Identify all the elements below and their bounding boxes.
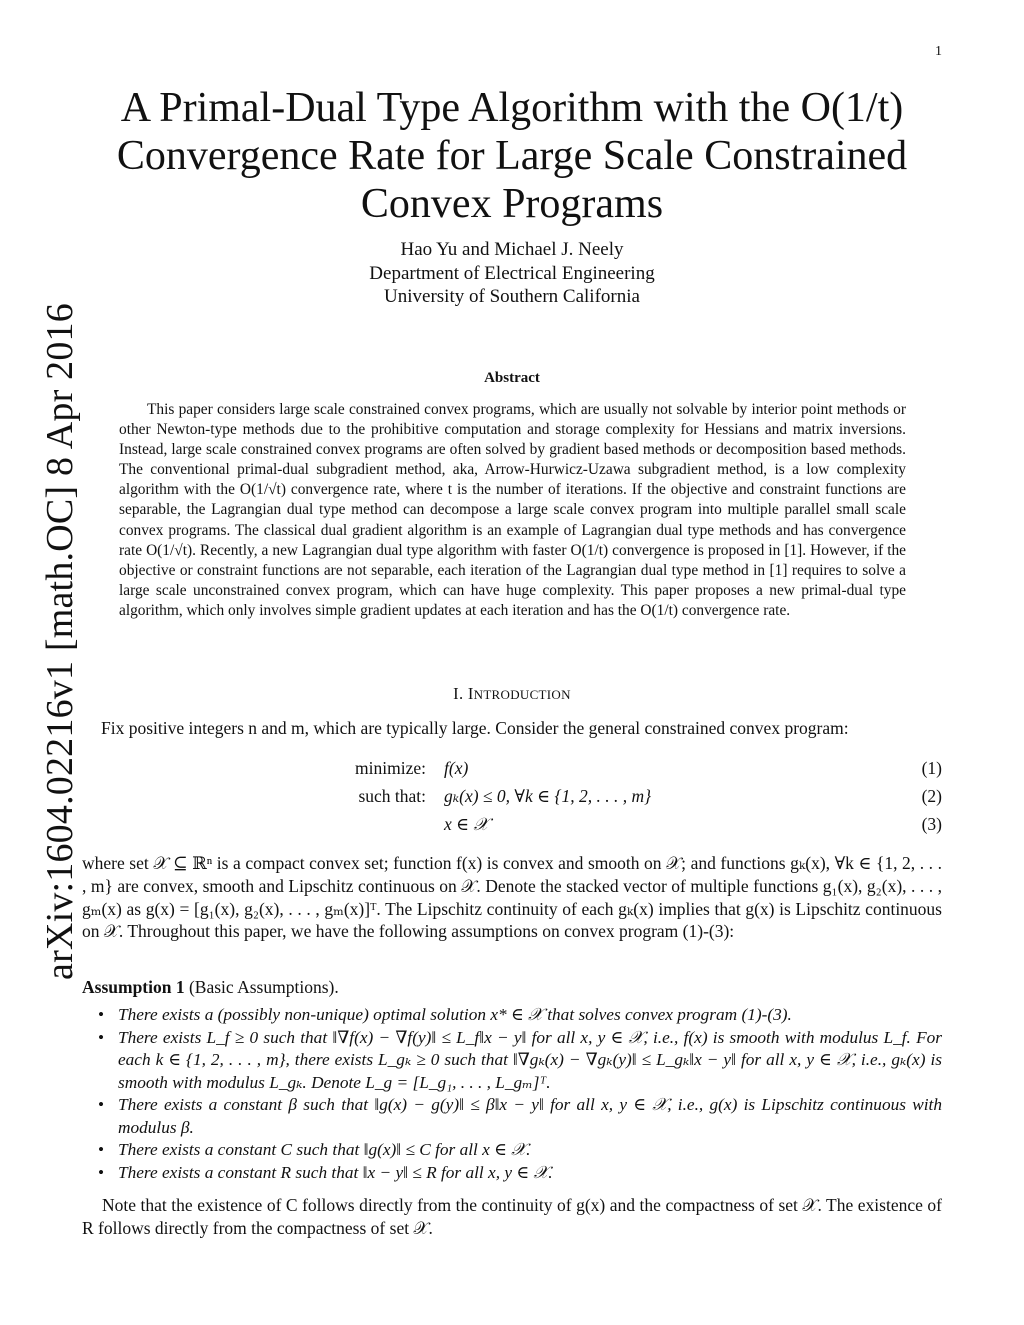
assumption-item-3: There exists a constant β such that ‖g(x) − g(y)‖ ≤ β‖x − y‖ for all x, y ∈ 𝒳, i.e., g(x) is Lipschitz continuous with modulus β. — [118, 1095, 942, 1137]
abstract-body — [119, 400, 906, 621]
equation-expr-2: gₖ(x) ≤ 0, ∀k ∈ {1, 2, . . . , m} — [444, 786, 652, 806]
bullet-icon: • — [98, 1005, 105, 1024]
assumption-item-1: There exists a (possibly non-unique) optimal solution x* ∈ 𝒳 that solves convex program (1)-(3). — [118, 1005, 792, 1024]
abstract-heading: Abstract — [484, 370, 540, 386]
author-block — [80, 238, 944, 309]
bullet-icon: • — [98, 1027, 105, 1047]
author-university: University of Southern California — [384, 286, 640, 307]
bullet-icon: • — [98, 1095, 105, 1114]
page-number: 1 — [935, 44, 942, 59]
equation-label-2: such that: — [358, 786, 426, 806]
list-item — [98, 1162, 942, 1185]
abstract-text: This paper considers large scale constrained convex programs, which are usually not solvable by interior point methods or other Newton-type methods due to the prohibitive computation and storage complexity for Hessians and matrix inversions. Instead, large scale constrained convex programs are often solved by gradient based methods or decomposition based methods. The conventional primal-dual subgradient method, aka, Arrow-Hurwicz-Uzawa subgradient method, is a low complexity algorithm with the O(1/√t) convergence rate, where t is the number of iterations. If the objective and constraint functions are separable, the Lagrangian dual type method can decompose a large scale convex program into multiple parallel small scale convex programs. The classical dual gradient algorithm is an example of Lagrangian dual type methods and has convergence rate O(1/√t). Recently, a new Lagrangian dual type algorithm with faster O(1/t) convergence is proposed in [1]. However, if the objective or constraint functions are not separable, each iteration of the Lagrangian dual type method in [1] requires to solve a large scale unconstrained convex program, which can have huge complexity. This paper proposes a new primal-dual type algorithm, which only involves simple gradient updates at each iteration and has the O(1/t) convergence rate. — [119, 401, 906, 619]
equation-label-1: minimize: — [355, 758, 426, 778]
body-paragraph-1 — [82, 852, 942, 943]
assumption-label: Assumption 1 — [82, 977, 185, 997]
intro-sentence: Fix positive integers n and m, which are typically large. Consider the general constrained convex program: — [101, 718, 849, 738]
section-first-letter: I — [467, 684, 474, 703]
title-line-3: Convex Programs — [360, 181, 664, 227]
assumption-item-4: There exists a constant C such that ‖g(x)‖ ≤ C for all x ∈ 𝒳. — [118, 1140, 531, 1159]
bullet-icon: • — [98, 1162, 105, 1182]
assumption-item-2: There exists L_f ≥ 0 such that ‖∇f(x) − ∇f(y)‖ ≤ L_f‖x − y‖ for all x, y ∈ 𝒳, i.e., f(x) is smooth with modulus L_f. For each k ∈ {1, 2, . . . , m}, there exists L_gₖ ≥ 0 such that ‖∇gₖ(x) − ∇gₖ(y)‖ ≤ L_gₖ‖x − y‖ for all x, y ∈ 𝒳, i.e., gₖ(x) is smooth with modulus L_gₖ. Denote L_g = [L_g₁, . . . , L_gₘ]ᵀ. — [118, 1027, 942, 1092]
bullet-icon: • — [98, 1140, 105, 1159]
section-number: I. — [453, 684, 468, 703]
section-heading — [80, 684, 944, 704]
author-names: Hao Yu and Michael J. Neely — [400, 239, 624, 260]
note-paragraph — [82, 1194, 942, 1240]
equation-expr-3: x ∈ 𝒳 — [444, 814, 489, 834]
author-department: Department of Electrical Engineering — [369, 262, 655, 284]
assumption-subtitle: (Basic Assumptions). — [184, 977, 339, 997]
title-line-2: Convergence Rate for Large Scale Constrained — [116, 133, 908, 179]
assumption-heading — [82, 977, 339, 998]
list-item — [98, 1139, 942, 1162]
list-item — [98, 1094, 942, 1139]
assumption-item-5: There exists a constant R such that ‖x − y‖ ≤ R for all x, y ∈ 𝒳. — [118, 1162, 553, 1182]
equation-number-3: (3) — [921, 814, 942, 834]
paper-title — [80, 84, 944, 228]
list-item — [98, 1027, 942, 1095]
equation-number-1: (1) — [921, 758, 942, 778]
equation-expr-1: f(x) — [444, 758, 469, 778]
program-equations — [0, 758, 942, 848]
assumption-list — [98, 1004, 942, 1184]
list-item — [98, 1004, 942, 1027]
note-text: Note that the existence of C follows directly from the continuity of g(x) and the compactness of set 𝒳. The existence of R follows directly from the compactness of set 𝒳. — [82, 1195, 942, 1238]
body-paragraph-1-text: where set 𝒳 ⊆ ℝⁿ is a compact convex set; function f(x) is convex and smooth on 𝒳; and functions gₖ(x), ∀k ∈ {1, 2, . . . , m} are convex, smooth and Lipschitz continuous on 𝒳. Denote the stacked vector of multiple functions g₁(x), g₂(x), . . . , gₘ(x) as g(x) = [g₁(x), g₂(x), . . . , gₘ(x)]ᵀ. The Lipschitz continuity of each gₖ(x) implies that g(x) is Lipschitz continuous on 𝒳. Throughout this paper, we have the following assumptions on convex program (1)-(3): — [82, 853, 942, 942]
arxiv-identifier: arXiv:1604.02216v1 [math.OC] 8 Apr 2016 — [39, 303, 81, 980]
section-title-smallcaps: NTRODUCTION — [473, 687, 571, 702]
equation-number-2: (2) — [921, 786, 942, 806]
title-line-1: A Primal-Dual Type Algorithm with the O(1/t) — [120, 85, 904, 131]
